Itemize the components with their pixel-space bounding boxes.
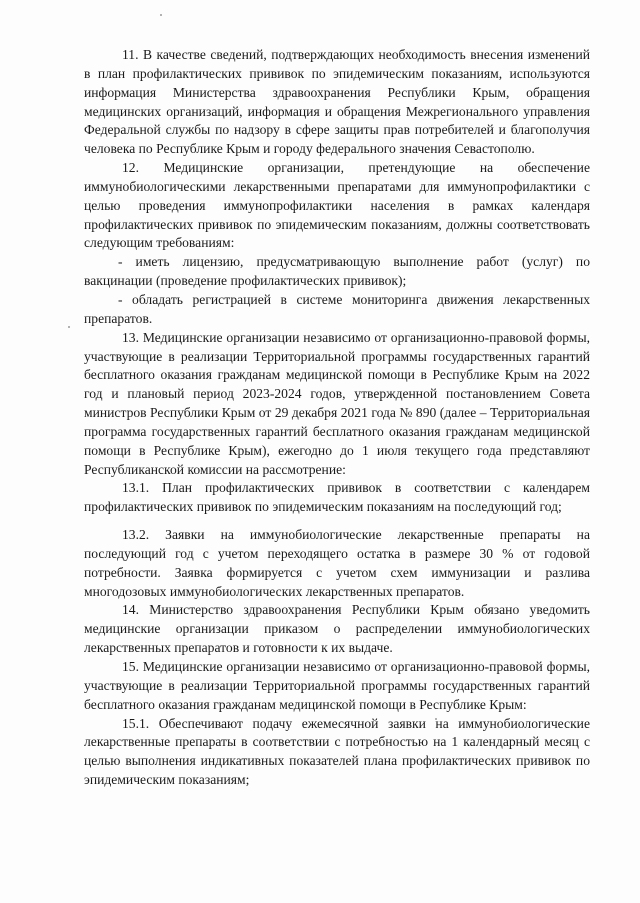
paragraph-13-2: 13.2. Заявки на иммунобиологические лекарственные препараты на последующий год с учетом переходящего остатка в размере 30 % от годовой потребности. Заявка формируется с учетом схем иммунизации и разлива многодозовых иммунобиологических лекарственных препаратов.	[84, 527, 590, 599]
paragraph-12-list-item-registration: - обладать регистрацией в системе мониторинга движения лекарственных препаратов.	[84, 291, 590, 326]
paragraph-12-list-item-license: - иметь лицензию, предусматривающую выполнение работ (услуг) по вакцинации (проведение профилактических прививок);	[84, 254, 590, 289]
paragraph-13-1: 13.1. План профилактических прививок в соответствии с календарем профилактических прививок по эпидемическим показаниям на последующий год;	[84, 480, 590, 515]
paragraph-13: 13. Медицинские организации независимо от организационно-правовой формы, участвующие в реализации Территориальной программы государственных гарантий бесплатного оказания гражданам медицинской помощи в Республике Крым на 2022 год и плановый период 2023-2024 годов, утвержденной постановлением Совета министров Республики Крым от 29 декабря 2021 года № 890 (далее – Территориальная программа государственных гарантий бесплатного оказания гражданам медицинской помощи в Республике Крым), ежегодно до 1 июля текущего года представляют Республиканской комиссии на рассмотрение:	[84, 329, 590, 477]
scan-speck	[160, 14, 162, 16]
paragraph-15-1: 15.1. Обеспечивают подачу ежемесячной заявки на иммунобиологические лекарственные препараты в соответствии с потребностью на 1 календарный месяц с целью выполнения индикативных показателей плана профилактических прививок по эпидемическим показаниям;	[84, 715, 590, 788]
paragraph-11: 11. В качестве сведений, подтверждающих необходимость внесения изменений в план профилактических прививок по эпидемическим показаниям, используются информация Министерства здравоохранения Республики Крым, обращения медицинских организаций, информация и обращения Межрегионального управления Федеральной службы по надзору в сфере защиты прав потребителей и благополучия человека по Республике Крым и городу федерального значения Севастополю.	[84, 47, 590, 157]
paragraph-15: 15. Медицинские организации независимо от организационно-правовой формы, участвующие в реализации Территориальной программы государственных гарантий бесплатного оказания гражданам медицинской помощи в Республике Крым:	[84, 659, 590, 712]
paragraph-12: 12. Медицинские организации, претендующие на обеспечение иммунобиологическими лекарственными препаратами для иммунопрофилактики с целью проведения иммунопрофилактики населения в рамках календаря профилактических прививок по эпидемическим показаниям, должны соответствовать следующим требованиям:	[84, 160, 590, 251]
paragraph-14: 14. Министерство здравоохранения Республики Крым обязано уведомить медицинские организации приказом о распределении иммунобиологических лекарственных препаратов и готовности к их выдаче.	[84, 602, 590, 656]
document-body	[84, 46, 590, 790]
scan-speck	[68, 326, 70, 328]
